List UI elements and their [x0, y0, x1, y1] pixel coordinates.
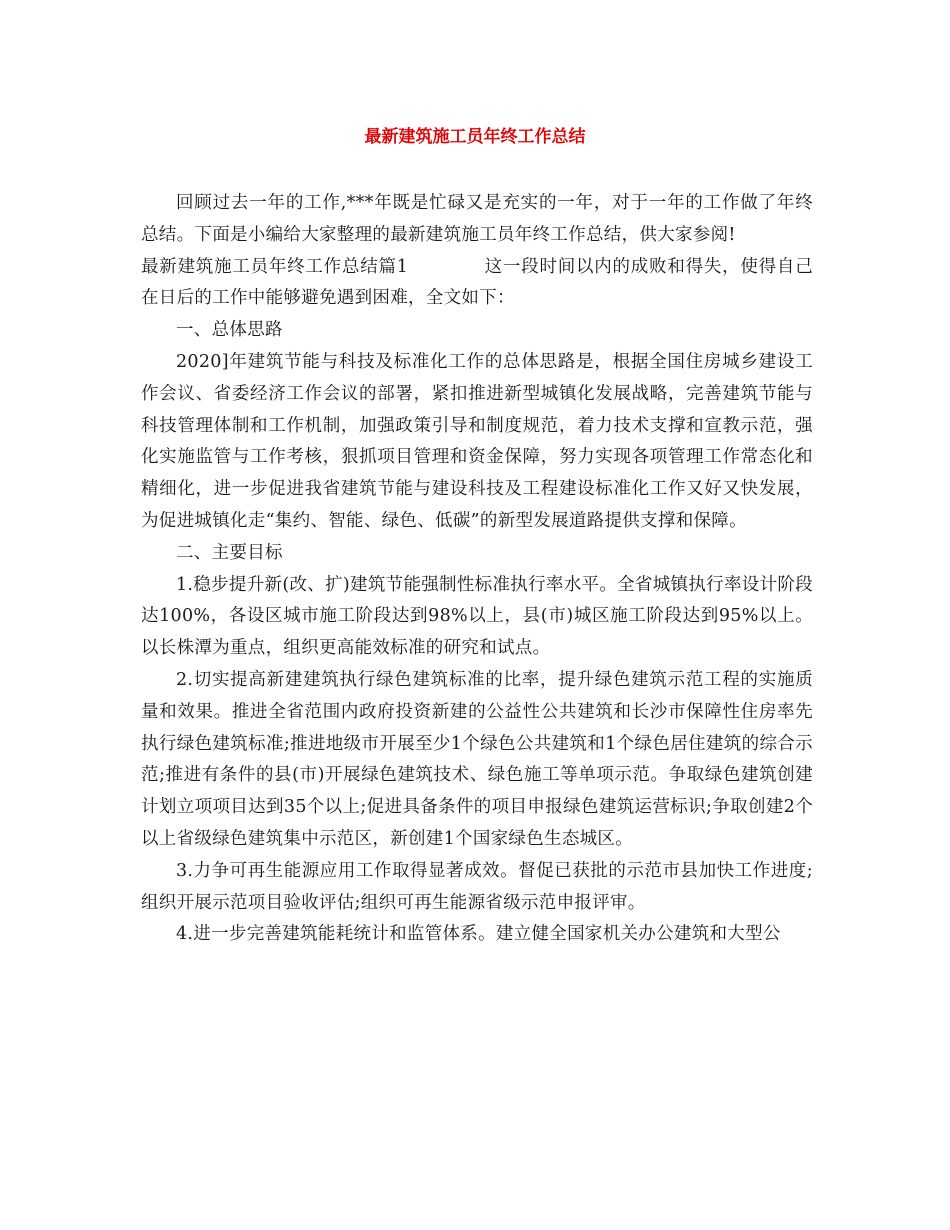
- document-body: [141, 188, 813, 951]
- chapter-paragraph: [141, 252, 813, 316]
- intro-paragraph: 回顾过去一年的工作,***年既是忙碌又是充实的一年，对于一年的工作做了年终总结。下面是小编给大家整理的最新建筑施工员年终工作总结，供大家参阅!: [141, 193, 813, 245]
- section-paragraph-overall: 2020]年建筑节能与科技及标准化工作的总体思路是，根据全国住房城乡建设工作会议、省委经济工作会议的部署，紧扣推进新型城镇化发展战略，完善建筑节能与科技管理体制和工作机制，加强政策引导和制度规范，着力技术支撑和宣教示范，强化实施监管与工作考核，狠抓项目管理和资金保障，努力实现各项管理工作常态化和精细化，进一步促进我省建筑节能与建设科技及工程建设标准化工作又好又快发展，为促进城镇化走“集约、智能、绿色、低碳”的新型发展道路提供支撑和保障。: [141, 351, 813, 531]
- document-title: 最新建筑施工员年终工作总结: [364, 127, 586, 147]
- goal-paragraph-1: 1.稳步提升新(改、扩)建筑节能强制性标准执行率水平。全省城镇执行率设计阶段达100%，各设区城市施工阶段达到98%以上，县(市)城区施工阶段达到95%以上。以长株潭为重点，组织更高能效标准的研究和试点。: [141, 574, 813, 659]
- section-heading-goals: 二、主要目标: [176, 542, 283, 563]
- goal-paragraph-4: 4.进一步完善建筑能耗统计和监管体系。建立健全国家机关办公建筑和大型公: [176, 924, 781, 945]
- chapter-heading: 最新建筑施工员年终工作总结篇1: [141, 256, 409, 277]
- goal-paragraph-3: 3.力争可再生能源应用工作取得显著成效。督促已获批的示范市县加快工作进度;组织开展示范项目验收评估;组织可再生能源省级示范申报评审。: [141, 860, 813, 913]
- chapter-text: 这一段时间以内的成败和得失，使得自己在日后的工作中能够避免遇到困难，全文如下：: [141, 256, 813, 309]
- goal-paragraph-2: 2.切实提高新建建筑执行绿色建筑标准的比率，提升绿色建筑示范工程的实施质量和效果。推进全省范围内政府投资新建的公益性公共建筑和长沙市保障性住房率先执行绿色建筑标准;推进地级市开展至少1个绿色公共建筑和1个绿色居住建筑的综合示范;推进有条件的县(市)开展绿色建筑技术、绿色施工等单项示范。争取绿色建筑创建计划立项项目达到35个以上;促进具备条件的项目申报绿色建筑运营标识;争取创建2个以上省级绿色建筑集中示范区，新创建1个国家绿色生态城区。: [141, 669, 813, 849]
- section-heading-overall: 一、总体思路: [176, 320, 283, 341]
